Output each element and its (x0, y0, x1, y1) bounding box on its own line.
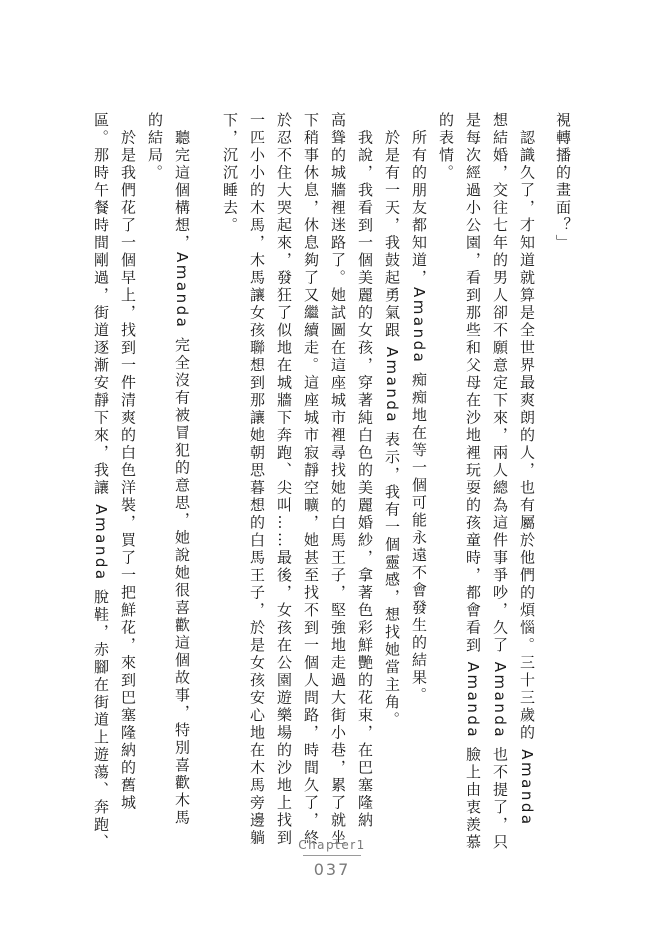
text-column: 聽完這個構想，Amanda 完全沒有被冒犯的意思，她說她很喜歡這個故事，特別喜歡木馬 (173, 112, 191, 827)
text-column: 於忍不住大哭起來，發狂了似地在城牆下奔跑、尖叫……最後，女孩在公園遊樂場的沙地上找到 (275, 112, 293, 847)
text-column: 下稍事休息，休息夠了又繼續走。這座城市寂靜空曠，她甚至找不到一個人問路，時間久了，終 (302, 112, 320, 847)
text-column: 視轉播的畫面？」 (554, 112, 572, 252)
text-column: 於是我們花了一個早上，找到一件清爽的白色洋裝，買了一把鮮花，來到巴塞隆納的舊城 (119, 112, 137, 812)
text-column: 所有的朋友都知道，Amanda 痴痴地在等一個可能永遠不會發生的結果。 (410, 112, 428, 705)
text-column: 想結婚，交往七年的男人卻不願意定下來，兩人總為這件事爭吵，久了 Amanda 也不提了，只 (491, 112, 509, 852)
footer-divider (303, 855, 361, 856)
text-column: 的結局。 (146, 112, 164, 182)
text-column: 的表情。 (437, 112, 455, 182)
text-column: 是每次經過小公園，看到那些和父母在沙地裡玩耍的孩童時，都會看到 Amanda 臉上由衷羨慕 (464, 112, 482, 852)
text-column: 於是有一天，我鼓起勇氣跟 Amanda 表示，我有一個靈感，想找她當主角。 (383, 112, 401, 729)
page-footer (296, 838, 368, 879)
text-column: 高聳的城牆裡迷路了。她試圖在這座城市裡尋找她的白馬王子，堅強地走過大街小巷，累了就坐 (329, 112, 347, 847)
text-column: 下，沉沉睡去。 (221, 112, 239, 235)
text-column: 我說，我看到一個美麗的女孩，穿著純白色的美麗婚紗，拿著色彩鮮艷的花束，在巴塞隆納 (356, 112, 374, 830)
page-number: 037 (313, 860, 351, 879)
chapter-label: Chapter1 (298, 838, 366, 852)
text-column: 一匹小小的木馬，木馬讓女孩聯想到那讓她朝思暮想的白馬王子，於是女孩安心地在木馬旁邊躺 (248, 112, 266, 847)
text-column: 區。那時午餐時間剛過，街道逐漸安靜下來，我讓 Amanda 脫鞋，赤腳在街道上遊蕩、奔跑、 (92, 112, 110, 852)
text-column: 認識久了，才知道就算是全世界最爽朗的人，也有屬於他們的煩惱。三十三歲的 Amanda (518, 112, 536, 827)
